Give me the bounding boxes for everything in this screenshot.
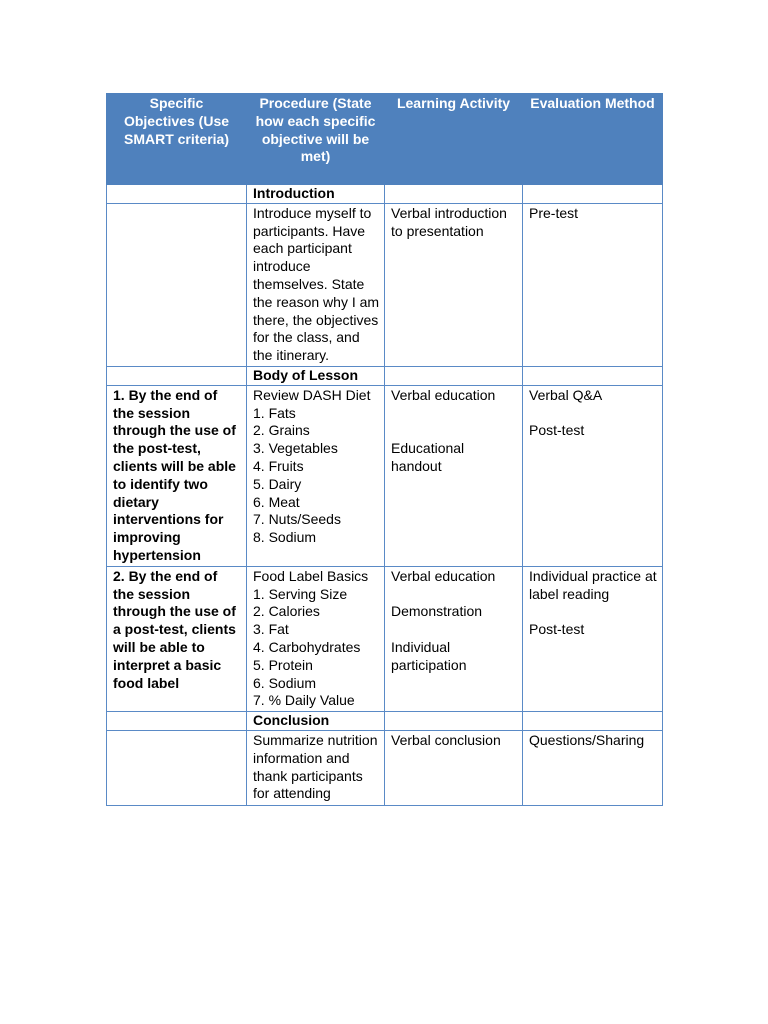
evaluation-cell bbox=[523, 385, 663, 566]
empty-cell bbox=[385, 712, 523, 731]
procedure-cell bbox=[247, 566, 385, 711]
empty-cell bbox=[107, 712, 247, 731]
activity-line: Demonstration bbox=[391, 603, 483, 620]
table-row-conclusion bbox=[107, 730, 663, 805]
evaluation-line: Post-test bbox=[529, 621, 585, 638]
lesson-plan-table bbox=[106, 93, 663, 806]
empty-cell bbox=[523, 712, 663, 731]
procedure-line: Review DASH Diet bbox=[253, 386, 371, 403]
section-row-introduction bbox=[107, 185, 663, 204]
activity-line: Verbal education bbox=[391, 567, 496, 584]
evaluation-line: Post-test bbox=[529, 422, 585, 439]
objective-2-text: 2. By the end of the session through the use of a post-test, clients will be able to interpret a basic food label bbox=[107, 566, 247, 711]
header-evaluation-method: Evaluation Method bbox=[523, 94, 663, 185]
procedure-line: 7. Nuts/Seeds bbox=[253, 511, 341, 528]
empty-cell bbox=[523, 366, 663, 385]
procedure-line: 2. Grains bbox=[253, 422, 310, 439]
procedure-line: 2. Calories bbox=[253, 603, 320, 620]
table-row-objective-2 bbox=[107, 566, 663, 711]
procedure-line: 4. Fruits bbox=[253, 457, 304, 474]
header-row bbox=[107, 94, 663, 185]
objective-1-text: 1. By the end of the session through the use of the post-test, clients will be able to identify two dietary interventions for improving hypertension bbox=[107, 385, 247, 566]
header-learning-activity: Learning Activity bbox=[385, 94, 523, 185]
procedure-cell bbox=[247, 385, 385, 566]
activity-line: Educational handout bbox=[391, 440, 465, 474]
procedure-cell: Introduce myself to participants. Have each participant introduce themselves. State the reason why I am there, the objectives for the class, and the itinerary. bbox=[247, 203, 385, 366]
procedure-line: 6. Meat bbox=[253, 493, 300, 510]
procedure-line: 5. Protein bbox=[253, 656, 313, 673]
table-header bbox=[107, 94, 663, 185]
procedure-cell: Summarize nutrition information and thank participants for attending bbox=[247, 730, 385, 805]
procedure-line: 3. Fat bbox=[253, 621, 289, 638]
activity-cell bbox=[385, 385, 523, 566]
evaluation-cell bbox=[523, 566, 663, 711]
objective-cell-empty bbox=[107, 730, 247, 805]
evaluation-cell: Questions/Sharing bbox=[523, 730, 663, 805]
activity-cell: Verbal introduction to presentation bbox=[385, 203, 523, 366]
activity-cell bbox=[385, 566, 523, 711]
empty-cell bbox=[385, 185, 523, 204]
procedure-line: 5. Dairy bbox=[253, 475, 302, 492]
section-label-conclusion: Conclusion bbox=[247, 712, 385, 731]
table-row-objective-1 bbox=[107, 385, 663, 566]
evaluation-line: Individual practice at label reading bbox=[529, 567, 657, 602]
evaluation-line: Verbal Q&A bbox=[529, 386, 603, 403]
procedure-line: 1. Fats bbox=[253, 404, 296, 421]
empty-cell bbox=[385, 366, 523, 385]
procedure-line: 1. Serving Size bbox=[253, 585, 348, 602]
table-row-introduction bbox=[107, 203, 663, 366]
activity-line: Verbal education bbox=[391, 386, 496, 403]
procedure-line: Food Label Basics bbox=[253, 567, 369, 584]
procedure-line: 7. % Daily Value bbox=[253, 692, 355, 709]
header-specific-objectives: Specific Objectives (Use SMART criteria) bbox=[107, 94, 247, 185]
activity-line: Individual participation bbox=[391, 638, 467, 673]
empty-cell bbox=[107, 366, 247, 385]
section-row-conclusion bbox=[107, 712, 663, 731]
procedure-line: 8. Sodium bbox=[253, 529, 317, 546]
procedure-line: 3. Vegetables bbox=[253, 440, 338, 457]
section-label-introduction: Introduction bbox=[247, 185, 385, 204]
empty-cell bbox=[107, 185, 247, 204]
section-label-body: Body of Lesson bbox=[247, 366, 385, 385]
procedure-line: 4. Carbohydrates bbox=[253, 638, 361, 655]
activity-cell: Verbal conclusion bbox=[385, 730, 523, 805]
empty-cell bbox=[523, 185, 663, 204]
section-row-body bbox=[107, 366, 663, 385]
evaluation-cell: Pre-test bbox=[523, 203, 663, 366]
procedure-line: 6. Sodium bbox=[253, 674, 317, 691]
header-procedure: Procedure (State how each specific objective will be met) bbox=[247, 94, 385, 185]
objective-cell-empty bbox=[107, 203, 247, 366]
